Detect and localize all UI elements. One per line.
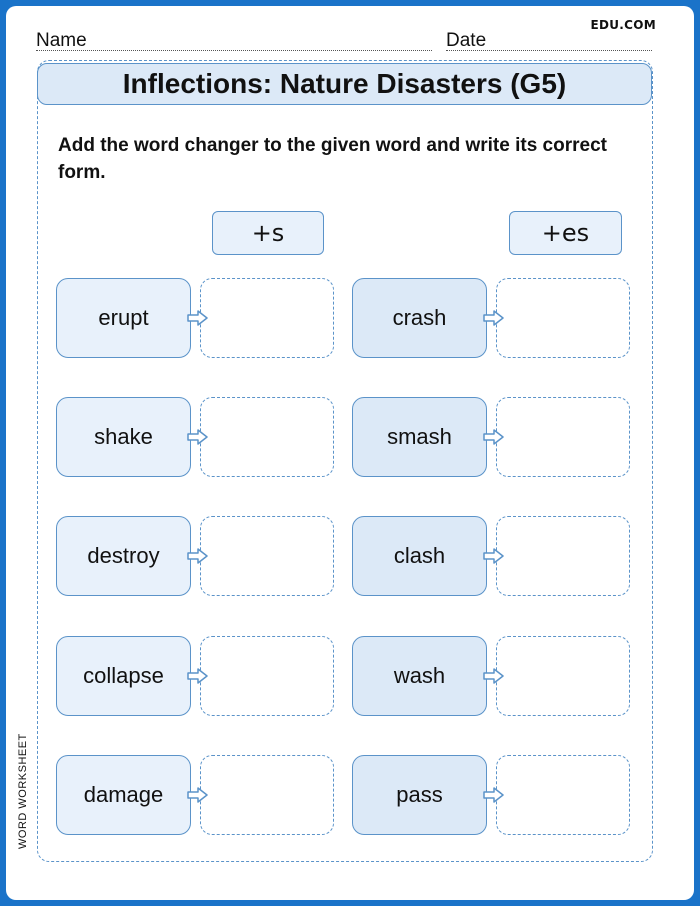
arrow-right-icon bbox=[187, 548, 209, 564]
changer-tag-es: +es bbox=[509, 211, 622, 255]
base-word-box: crash bbox=[352, 278, 487, 358]
arrow-right-icon bbox=[187, 787, 209, 803]
base-word-box: shake bbox=[56, 397, 191, 477]
date-field[interactable] bbox=[446, 50, 652, 51]
answer-box[interactable] bbox=[496, 278, 630, 358]
base-word-box: collapse bbox=[56, 636, 191, 716]
arrow-right-icon bbox=[483, 429, 505, 445]
base-word-box: destroy bbox=[56, 516, 191, 596]
base-word-box: smash bbox=[352, 397, 487, 477]
arrow-right-icon bbox=[483, 668, 505, 684]
arrow-right-icon bbox=[483, 310, 505, 326]
arrow-right-icon bbox=[483, 787, 505, 803]
base-word-box: wash bbox=[352, 636, 487, 716]
answer-box[interactable] bbox=[496, 755, 630, 835]
side-label: WORD WORKSHEET bbox=[17, 733, 29, 849]
arrow-right-icon bbox=[187, 668, 209, 684]
base-word-box: clash bbox=[352, 516, 487, 596]
title-bar bbox=[37, 63, 652, 105]
base-word-box: pass bbox=[352, 755, 487, 835]
answer-box[interactable] bbox=[200, 755, 334, 835]
name-label: Name bbox=[36, 30, 87, 51]
arrow-right-icon bbox=[187, 310, 209, 326]
answer-box[interactable] bbox=[496, 636, 630, 716]
answer-box[interactable] bbox=[200, 278, 334, 358]
answer-box[interactable] bbox=[200, 636, 334, 716]
base-word-box: erupt bbox=[56, 278, 191, 358]
name-field[interactable] bbox=[36, 50, 432, 51]
answer-box[interactable] bbox=[496, 397, 630, 477]
arrow-right-icon bbox=[187, 429, 209, 445]
base-word-box: damage bbox=[56, 755, 191, 835]
instructions: Add the word changer to the given word and write its correct form. bbox=[58, 135, 607, 183]
page-title: Inflections: Nature Disasters (G5) bbox=[122, 68, 567, 99]
date-label: Date bbox=[446, 30, 487, 51]
answer-box[interactable] bbox=[496, 516, 630, 596]
answer-box[interactable] bbox=[200, 516, 334, 596]
arrow-right-icon bbox=[483, 548, 505, 564]
changer-tag-s: +s bbox=[212, 211, 324, 255]
brand-logo: EDU.COM bbox=[590, 18, 656, 32]
answer-box[interactable] bbox=[200, 397, 334, 477]
